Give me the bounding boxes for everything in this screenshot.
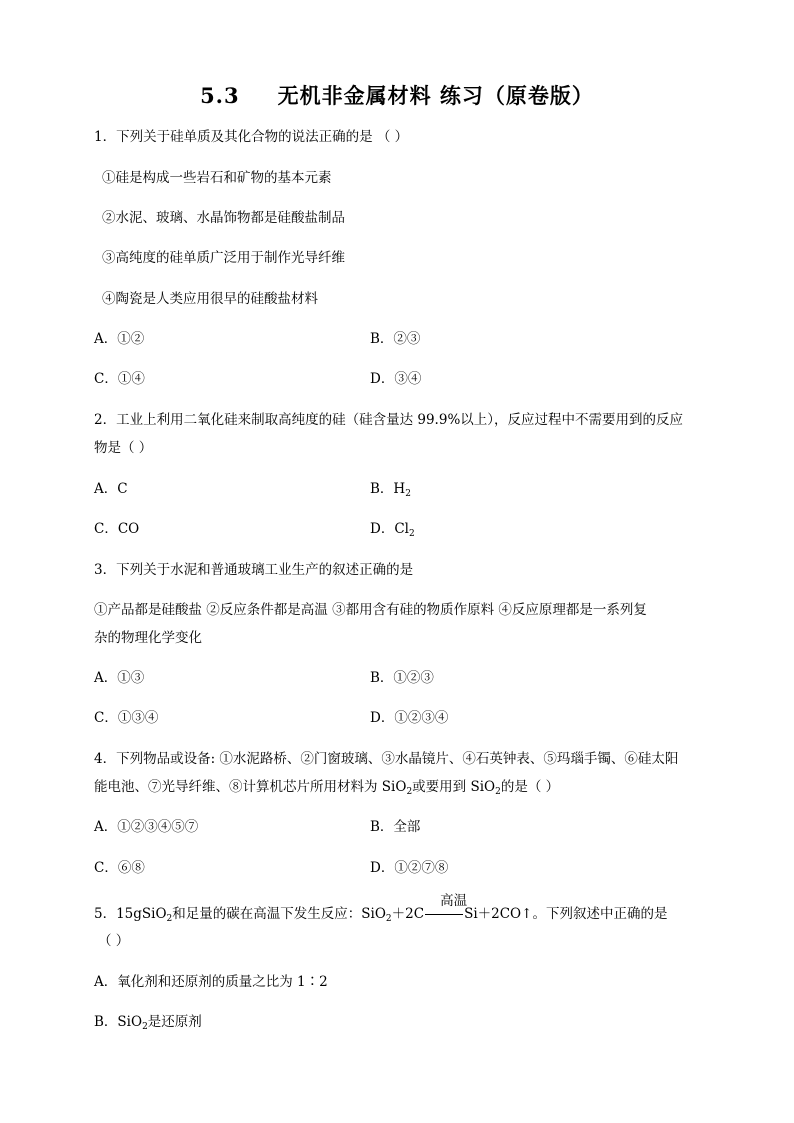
- q4-stem-text-1: 能电池、⑦光导纤维、⑧计算机芯片所用材料为 SiO: [94, 779, 407, 795]
- q3-statement-line2: 杂的物理化学变化: [94, 630, 202, 646]
- q5-option-b-suffix: 是还原剂: [147, 1014, 202, 1030]
- q4-subscript-1: 2: [406, 787, 413, 797]
- q5-stem-line1: [94, 893, 668, 929]
- q4-stem-text-2: 或要用到 SiO: [412, 779, 496, 795]
- q3-option-b: B．①②③: [370, 670, 434, 686]
- q2-option-b-text: B．H: [370, 481, 406, 497]
- q2-stem-line1: 2．工业上利用二氧化硅来制取高纯度的硅（硅含量达 99.9%以上），反应过程中不需要用到的反应: [94, 412, 684, 428]
- q1-option-c: C．①④: [94, 371, 145, 387]
- title-text: 无机非金属材料 练习（原卷版）: [277, 83, 594, 108]
- q5-option-b-text: B．SiO: [94, 1014, 143, 1030]
- q2-option-c: C．CO: [94, 521, 140, 537]
- q5-subscript-1: 2: [166, 914, 173, 924]
- q5-stem-text-1: 5．15gSiO: [94, 906, 167, 922]
- q2-option-d-text: D．Cl: [370, 521, 409, 537]
- q3-option-a: A．①③: [94, 670, 145, 686]
- q3-option-d: D．①②③④: [370, 710, 449, 726]
- q4-option-c: C．⑥⑧: [94, 860, 145, 876]
- q1-option-b: B．②③: [370, 331, 421, 347]
- q2-option-b-subscript: 2: [405, 489, 411, 499]
- q1-option-a: A．①②: [94, 331, 145, 347]
- q2-option-a: A．C: [94, 481, 128, 497]
- reaction-arrow: [424, 893, 468, 924]
- q4-stem-line1: 4．下列物品或设备: ①水泥路桥、②门窗玻璃、③水晶镜片、④石英钟表、⑤玛瑙手镯、⑥硅太阳: [94, 751, 679, 767]
- q1-item-4: ④陶瓷是人类应用很早的硅酸盐材料: [102, 291, 318, 307]
- q3-statement-line1: ①产品都是硅酸盐 ②反应条件都是高温 ③都用含有硅的物质作原料 ④反应原理都是一系列复: [94, 602, 647, 618]
- q5-stem-text-4: Si＋2CO↑。下列叙述中正确的是: [464, 906, 668, 922]
- q4-option-b: B．全部: [370, 819, 421, 835]
- q5-option-a: A．氧化剂和还原剂的质量之比为 1∶2: [94, 974, 328, 990]
- q5-stem-text-2: 和足量的碳在高温下发生反应：SiO: [172, 906, 386, 922]
- q2-option-b: [370, 479, 411, 504]
- q4-stem-text-3: 的是（ ）: [500, 779, 560, 795]
- q2-option-d: [370, 519, 415, 544]
- q4-option-d: D．①②⑦⑧: [370, 860, 449, 876]
- q1-stem: 1．下列关于硅单质及其化合物的说法正确的是 （ ）: [94, 129, 409, 145]
- q5-option-b: [94, 1012, 202, 1037]
- q4-subscript-2: 2: [495, 787, 501, 797]
- reaction-condition: 高温: [440, 893, 468, 909]
- q4-option-a: A．①②③④⑤⑦: [94, 819, 199, 835]
- q5-stem-line2: （ ）: [98, 933, 130, 949]
- q5-subscript-2: 2: [385, 914, 392, 924]
- q4-stem-line2: [94, 777, 559, 802]
- q5-option-b-subscript: 2: [142, 1022, 148, 1032]
- q2-stem-line2: 物是（ ）: [94, 440, 153, 456]
- q1-item-3: ③高纯度的硅单质广泛用于制作光导纤维: [102, 250, 345, 266]
- q1-item-2: ②水泥、玻璃、水晶饰物都是硅酸盐制品: [102, 210, 345, 226]
- q1-option-d: D．③④: [370, 371, 422, 387]
- q5-stem-text-3: ＋2C: [391, 906, 425, 922]
- q3-option-c: C．①③④: [94, 710, 159, 726]
- q3-stem: 3．下列关于水泥和普通玻璃工业生产的叙述正确的是: [94, 562, 414, 578]
- title-number: 5.3: [200, 83, 240, 108]
- page-title: [0, 80, 794, 110]
- q2-option-d-subscript: 2: [408, 529, 415, 539]
- q1-item-1: ①硅是构成一些岩石和矿物的基本元素: [102, 170, 332, 186]
